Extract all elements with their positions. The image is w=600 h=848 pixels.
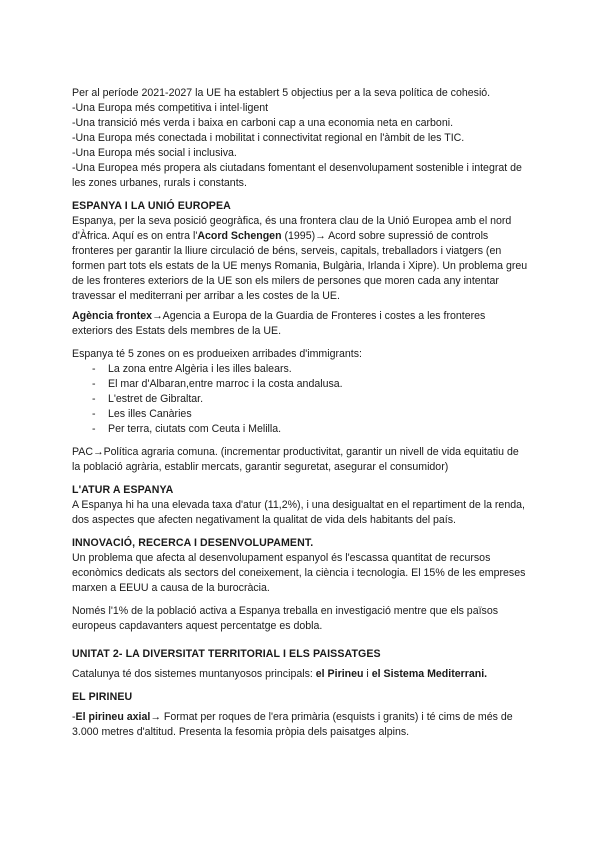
bold-term-schengen: Acord Schengen (197, 230, 282, 242)
section-heading-pirineu: EL PIRINEU (72, 691, 133, 703)
list-item: - El mar d'Albaran,entre marroc i la costa andalusa. (92, 377, 528, 392)
section-heading-espanya-ue: ESPANYA I LA UNIÓ EUROPEA (72, 200, 231, 212)
text-span: Espanya, per la seva posició geogràfica, és una frontera clau de la Unió Europea amb el nord d'Àfrica. Aquí es on entra l' (72, 215, 512, 242)
list-item: - La zona entre Algèria i les illes balears. (92, 362, 528, 377)
list-item: - Per terra, ciutats com Ceuta i Melilla. (92, 422, 528, 437)
bold-term-pirineu: el Pirineu (315, 668, 364, 680)
pac-paragraph: PAC→Política agraria comuna. (incrementar productivitat, garantir un nivell de vida equitatiu de la població agrària, establir mercats, garantir seguretat, asegurar el consumidor) (72, 446, 519, 473)
text-span: (1995)→ Acord sobre supressió de controls fronteres per garantir la lliure circulació de béns, serveis, capitals, treballadors i viatgers (en formen part tots els estats de la UE menys Romania, Bulgària, Irlanda i Xipre). Un problema greu de les fronteres exteriors de la UE son els milers de persones que moren cada any intentar travessar el mediterrani per arribar a les costes de la UE. (72, 230, 528, 302)
text-span: i (363, 668, 372, 680)
section-heading-atur: L'ATUR A ESPANYA (72, 484, 174, 496)
espanya-ue-paragraph (72, 214, 528, 304)
objective-item: -Una transició més verda i baixa en carboni cap a una economia neta en carboni. (72, 117, 454, 129)
text-span: Catalunya té dos sistemes muntanyosos principals: (72, 668, 316, 680)
bold-term-frontex: Agència frontex (72, 310, 153, 322)
frontex-paragraph (72, 309, 528, 339)
intro-lead: Per al període 2021-2027 la UE ha establert 5 objectius per a la seva política de cohesió. (72, 87, 491, 99)
section-heading-innovacio: INNOVACIÓ, RECERCA I DESENVOLUPAMENT. (72, 537, 314, 549)
document-page (72, 86, 528, 740)
list-item: - L'estret de Gibraltar. (92, 392, 528, 407)
list-item: - Les illes Canàries (92, 407, 528, 422)
text-span: →Agencia a Europa de la Guardia de Fronteres i costes a les fronteres exteriors des Estats dels membres de la UE. (72, 310, 486, 337)
zones-list (72, 362, 528, 437)
section-heading-unitat2: UNITAT 2- LA DIVERSITAT TERRITORIAL I ELS PAISSATGES (72, 648, 381, 660)
bold-term-pirineu-axial: El pirineu axial (75, 711, 151, 723)
text-span: - (72, 711, 76, 723)
text-span: → Format per roques de l'era primària (esquists i granits) i té cims de més de 3.000 metres d'altitud. Presenta la fesomia pròpia dels paisatges alpins. (72, 711, 513, 738)
objective-item: -Una Europa més social i inclusiva. (72, 147, 237, 159)
pirineu-paragraph (72, 710, 528, 740)
innovacio-paragraph-1: Un problema que afecta al desenvolupament espanyol és l'escassa quantitat de recursos econòmics dedicats als sectors del coneixement, la ciència i tecnologia. El 15% de les empreses marxen a EEUU a causa de la burocràcia. (72, 552, 526, 594)
unitat2-paragraph (72, 667, 528, 682)
innovacio-paragraph-2: Només l'1% de la població activa a Espanya treballa en investigació mentre que els països europeus capdavanters aquest percentatge es dobla. (72, 605, 499, 632)
zones-intro: Espanya té 5 zones on es produeixen arribades d'immigrants: (72, 348, 362, 360)
objective-item: -Una Europa més competitiva i intel·ligent (72, 102, 269, 114)
objective-item: -Una Europea més propera als ciutadans fomentant el desenvolupament sostenible i integrat de les zones urbanes, rurals i constants. (72, 162, 522, 189)
bold-term-sistema-mediterrani: el Sistema Mediterrani. (371, 668, 488, 680)
atur-paragraph: A Espanya hi ha una elevada taxa d'atur (11,2%), i una desigualtat en el repartiment de la renda, dos aspectes que afecten negativament la qualitat de vida dels habitants del país. (72, 499, 525, 526)
objective-item: -Una Europa més conectada i mobilitat i connectivitat regional en l'àmbit de les TIC. (72, 132, 465, 144)
